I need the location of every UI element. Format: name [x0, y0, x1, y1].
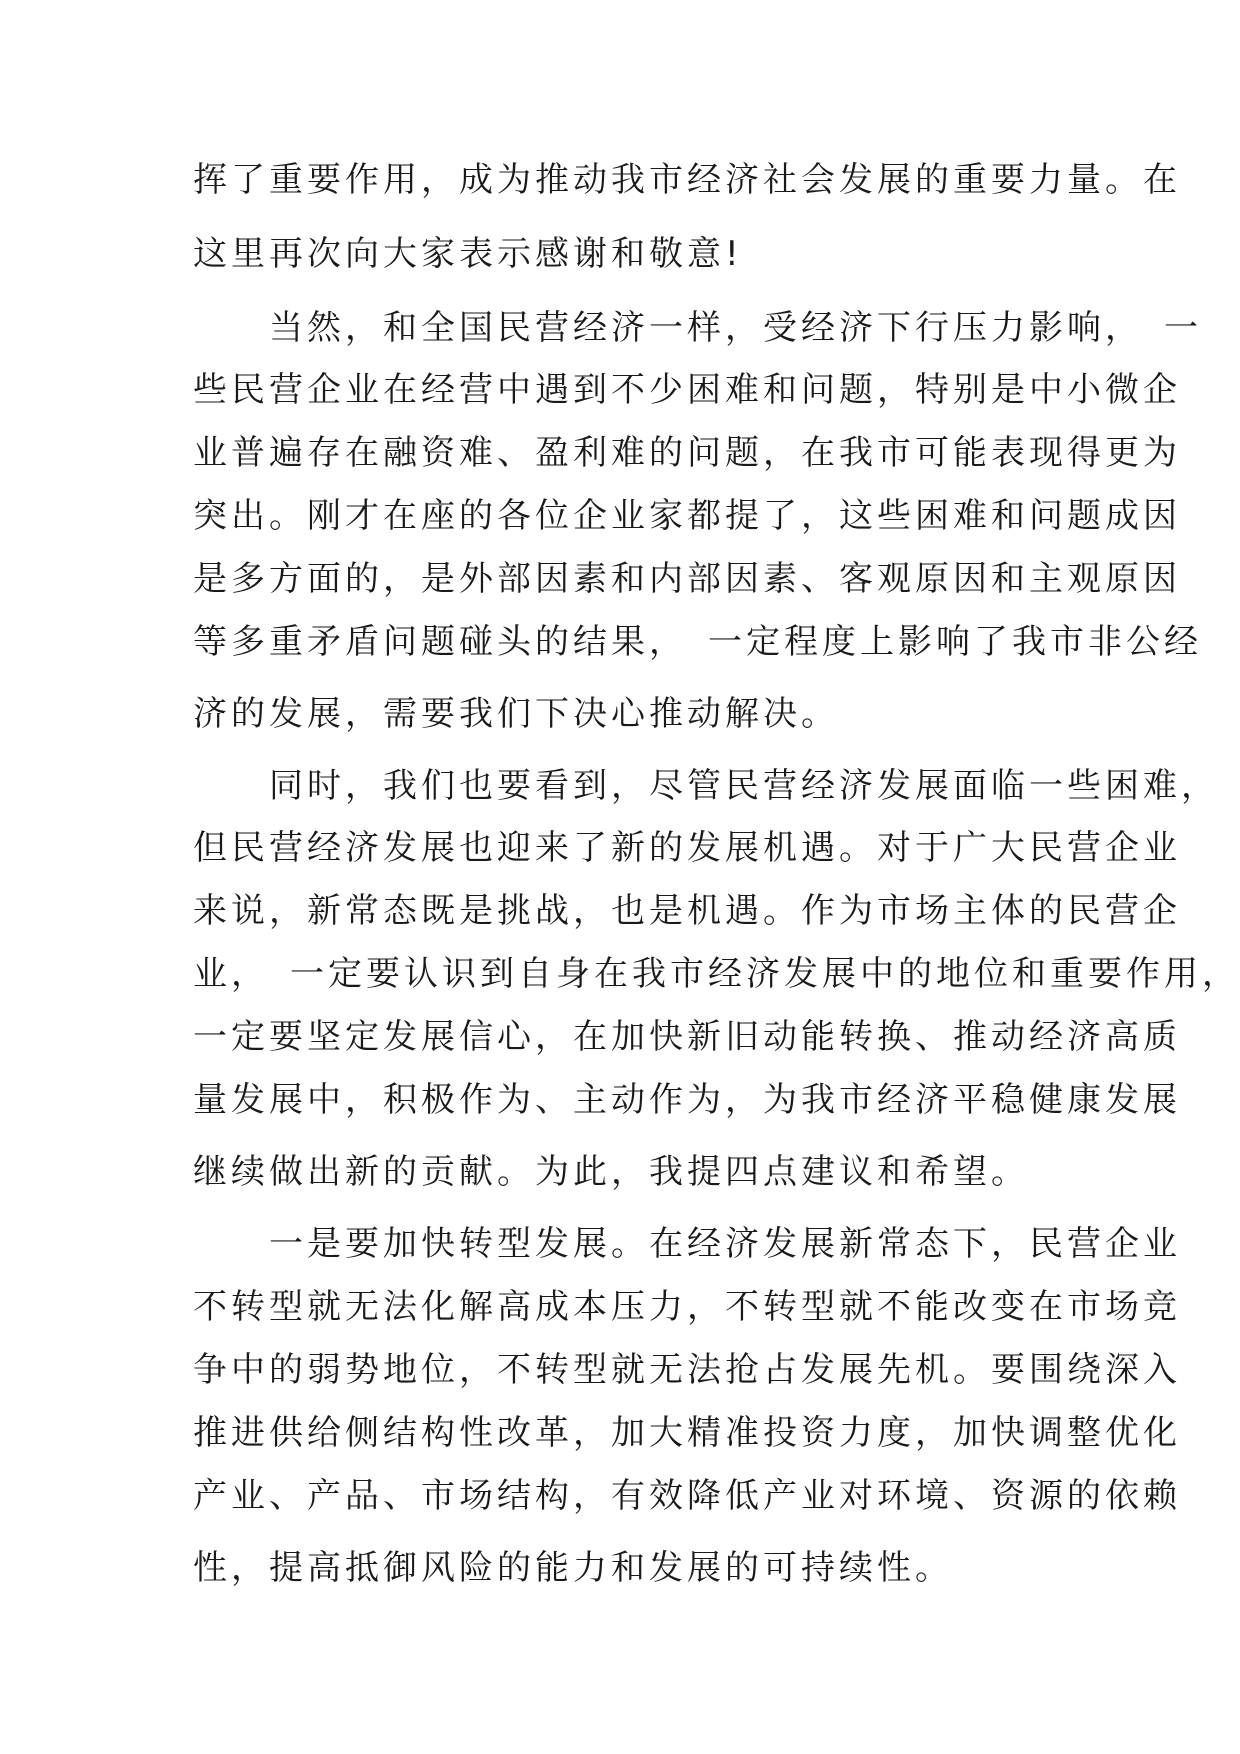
text-line: 争中的弱势地位，不转型就无法抢占发展先机。要围绕深入 — [193, 1350, 1181, 1390]
text-line: 同时，我们也要看到，尽管民营经济发展面临一些困难， — [193, 766, 1219, 806]
text-line: 量发展中，积极作为、主动作为，为我市经济平稳健康发展 — [193, 1080, 1181, 1120]
text-line: 是多方面的，是外部因素和内部因素、客观原因和主观原因 — [193, 559, 1181, 599]
text-line: 些民营企业在经营中遇到不少困难和问题，特别是中小微企 — [193, 370, 1181, 410]
text-line: 业， 一定要认识到自身在我市经济发展中的地位和重要作用， — [193, 954, 1240, 994]
text-line: 推进供给侧结构性改革，加大精准投资力度，加快调整优化 — [193, 1413, 1181, 1453]
text-line: 不转型就无法化解高成本压力，不转型就不能改变在市场竞 — [193, 1287, 1181, 1327]
text-line: 挥了重要作用，成为推动我市经济社会发展的重要力量。在 — [193, 160, 1181, 200]
text-line: 性，提高抵御风险的能力和发展的可持续性。 — [193, 1548, 953, 1588]
text-line: 当然，和全国民营经济一样，受经济下行压力影响， 一 — [193, 308, 1202, 348]
text-line: 这里再次向大家表示感谢和敬意! — [193, 234, 743, 274]
text-line: 济的发展，需要我们下决心推动解决。 — [193, 694, 839, 734]
text-line: 一定要坚定发展信心，在加快新旧动能转换、推动经济高质 — [193, 1017, 1181, 1057]
text-line: 但民营经济发展也迎来了新的发展机遇。对于广大民营企业 — [193, 828, 1181, 868]
text-line: 继续做出新的贡献。为此，我提四点建议和希望。 — [193, 1152, 1029, 1192]
text-line: 来说，新常态既是挑战，也是机遇。作为市场主体的民营企 — [193, 891, 1181, 931]
text-line: 产业、产品、市场结构，有效降低产业对环境、资源的依赖 — [193, 1476, 1181, 1516]
text-line: 业普遍存在融资难、盈利难的问题，在我市可能表现得更为 — [193, 433, 1181, 473]
text-line: 等多重矛盾问题碰头的结果， 一定程度上影响了我市非公经 — [193, 622, 1202, 662]
text-line: 一是要加快转型发展。在经济发展新常态下，民营企业 — [193, 1224, 1181, 1264]
text-line: 突出。刚才在座的各位企业家都提了，这些困难和问题成因 — [193, 496, 1181, 536]
